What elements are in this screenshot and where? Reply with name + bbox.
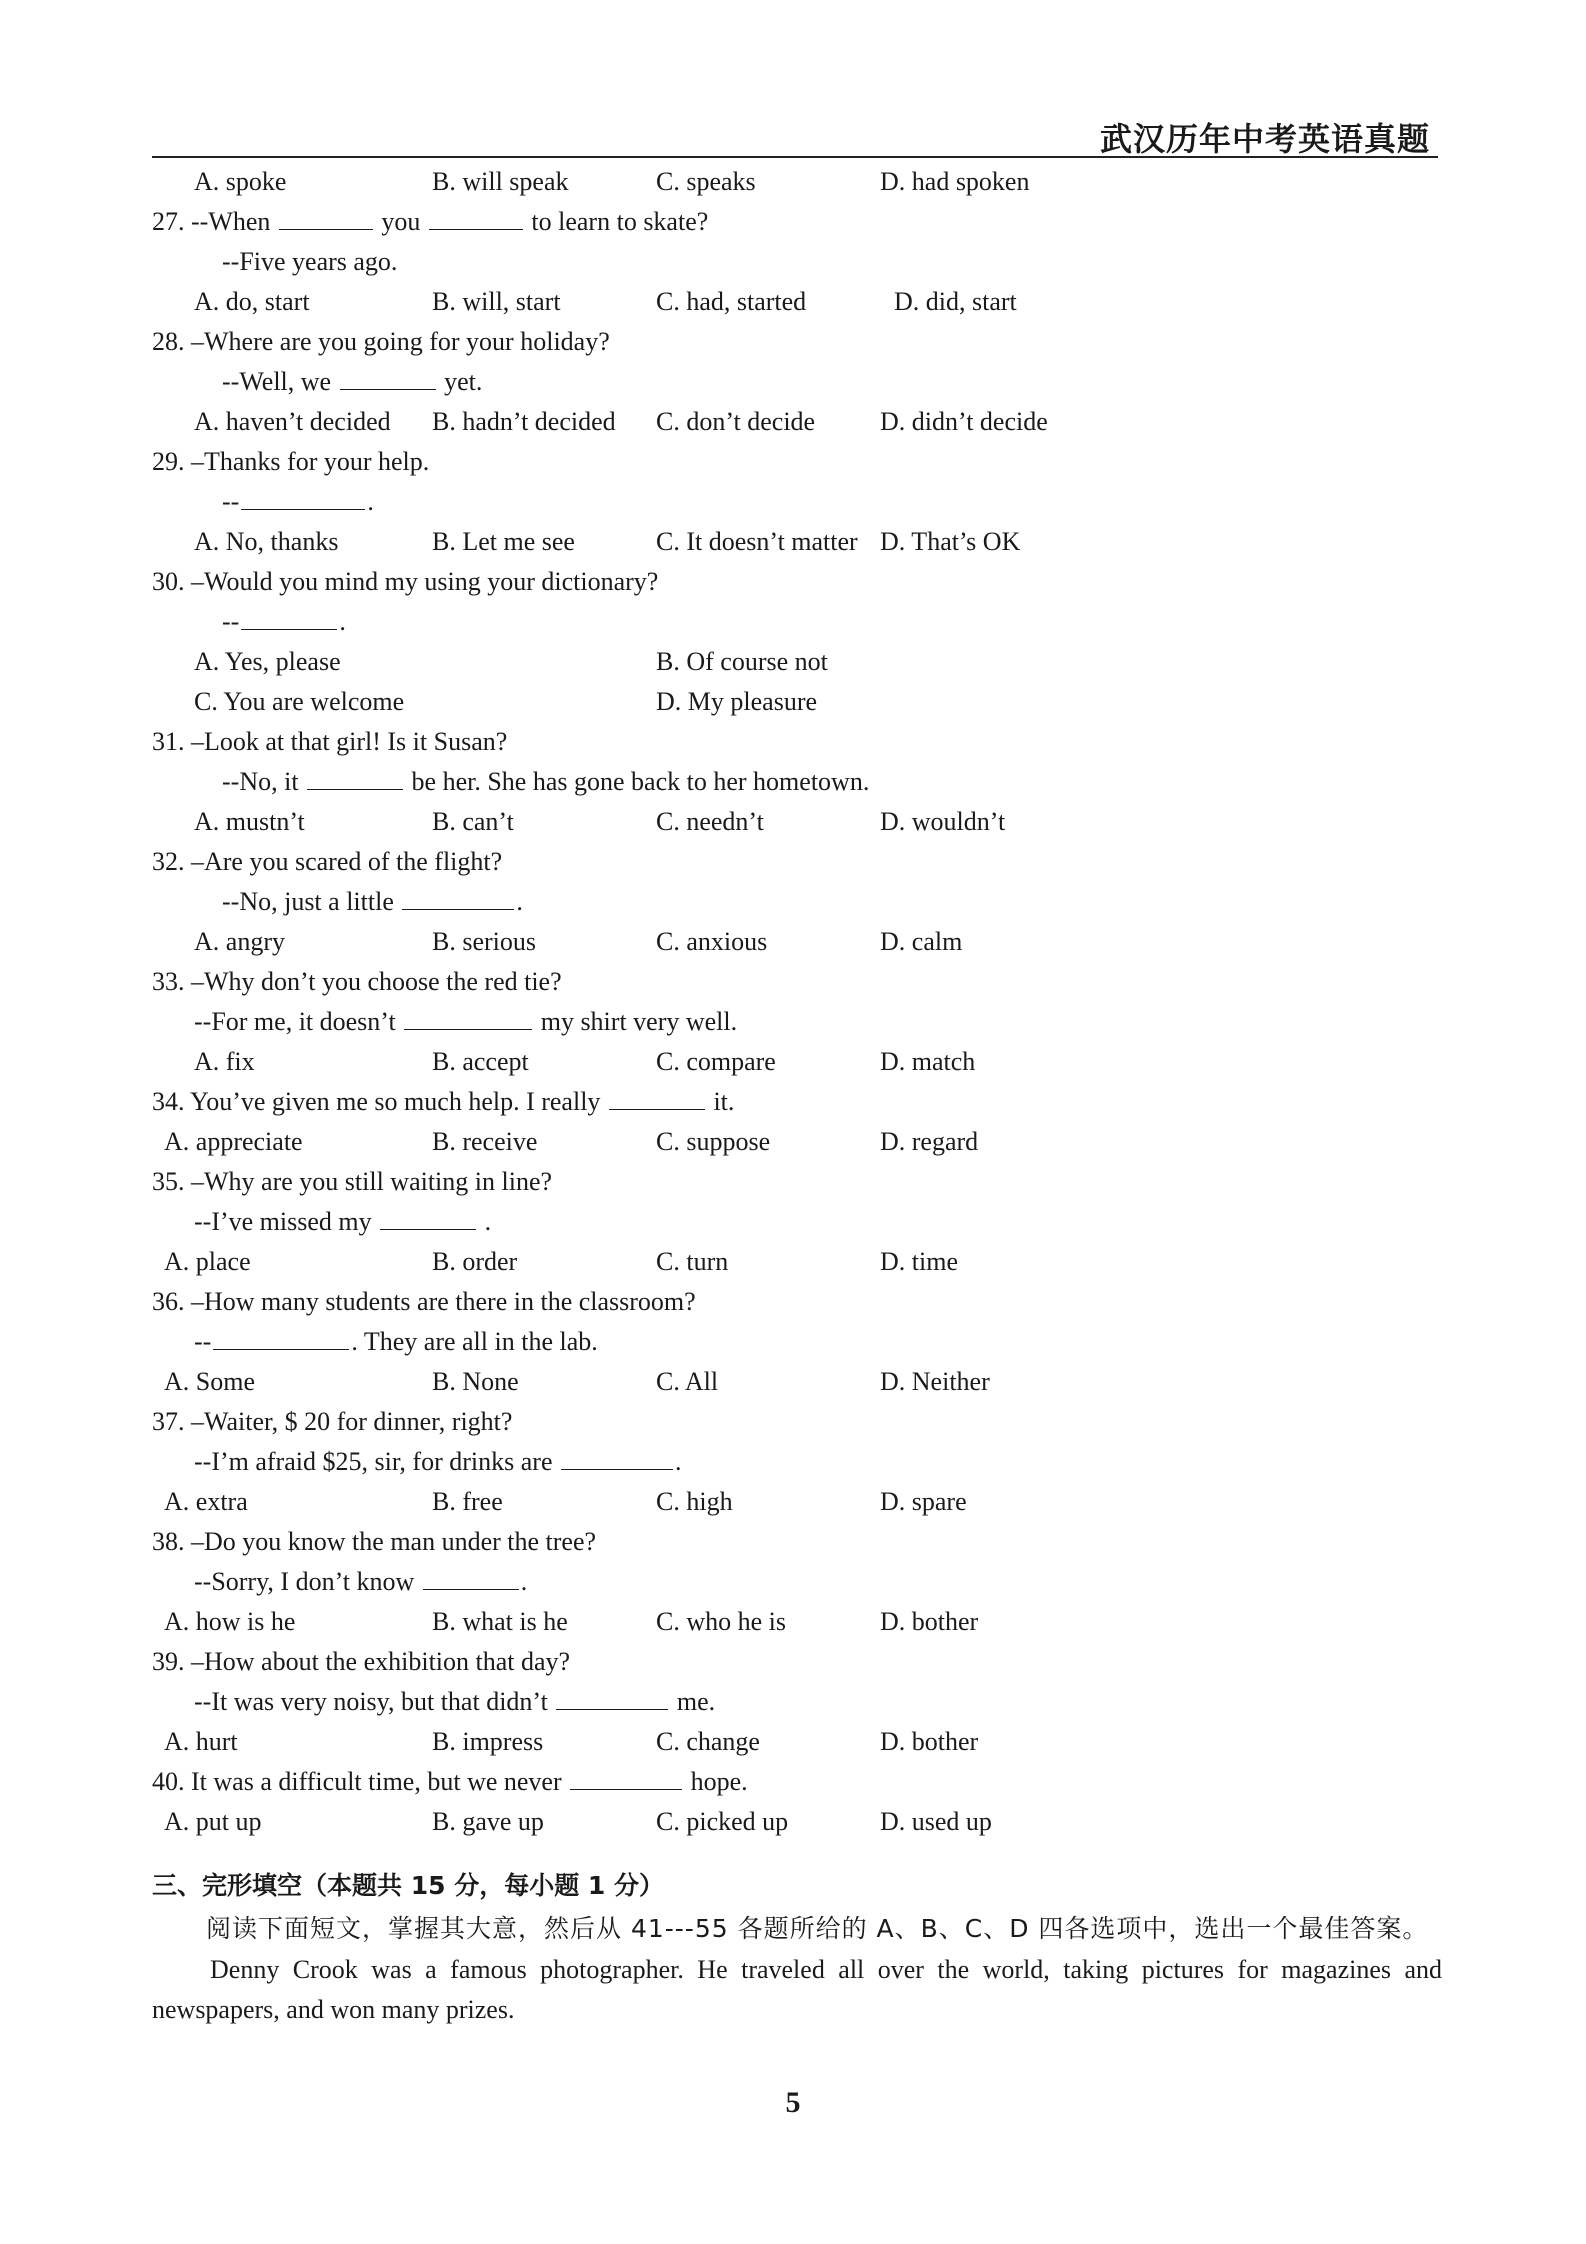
- reply-text: yet.: [444, 367, 483, 396]
- option-c: C. anxious: [656, 927, 768, 956]
- options-27: [152, 282, 1442, 322]
- option-d: D. didn’t decide: [880, 407, 1048, 436]
- option-a: A. angry: [194, 927, 285, 956]
- option-d: D. That’s OK: [880, 527, 1021, 556]
- options-30-row2: [152, 682, 1442, 722]
- answer-blank: [241, 603, 337, 630]
- question-35: 35. –Why are you still waiting in line?: [152, 1167, 553, 1196]
- reply-text: .: [367, 487, 374, 516]
- option-b: B. serious: [432, 927, 536, 956]
- option-d: D. My pleasure: [656, 687, 818, 716]
- option-c: C. needn’t: [656, 807, 764, 836]
- question-30: 30. –Would you mind my using your dictionary?: [152, 567, 659, 596]
- reply-text: --I’ve missed my: [194, 1207, 372, 1236]
- option-c: C. change: [656, 1727, 760, 1756]
- option-d: D. Neither: [880, 1367, 990, 1396]
- question-37-reply: [152, 1442, 1442, 1482]
- question-31-reply: [152, 762, 1442, 802]
- question-29: 29. –Thanks for your help.: [152, 447, 430, 476]
- option-a: A. No, thanks: [194, 527, 339, 556]
- question-33-reply: [152, 1002, 1442, 1042]
- option-d: D. used up: [880, 1807, 992, 1836]
- question-40: [152, 1762, 1442, 1802]
- option-b: B. impress: [432, 1727, 544, 1756]
- question-32: 32. –Are you scared of the flight?: [152, 847, 503, 876]
- question-stem: it.: [713, 1087, 735, 1116]
- options-37: [152, 1482, 1442, 1522]
- option-b: B. order: [432, 1247, 518, 1276]
- option-b: B. will speak: [432, 167, 569, 196]
- answer-blank: [241, 483, 365, 510]
- options-40: [152, 1802, 1442, 1842]
- option-c: C. It doesn’t matter: [656, 527, 858, 556]
- option-b: B. Let me see: [432, 527, 575, 556]
- option-a: A. hurt: [164, 1727, 238, 1756]
- options-36: [152, 1362, 1442, 1402]
- question-31: 31. –Look at that girl! Is it Susan?: [152, 727, 508, 756]
- question-38: 38. –Do you know the man under the tree?: [152, 1527, 597, 1556]
- question-stem: 27. --When: [152, 207, 271, 236]
- options-38: [152, 1602, 1442, 1642]
- reply-text: my shirt very well.: [540, 1007, 738, 1036]
- option-b: B. free: [432, 1487, 503, 1516]
- option-c: C. don’t decide: [656, 407, 816, 436]
- option-c: C. speaks: [656, 167, 756, 196]
- option-a: A. put up: [164, 1807, 262, 1836]
- passage-paragraph: Denny Crook was a famous photographer. He traveled all over the world, taking pictures for magazines and newspapers, and won many prizes.: [152, 1955, 1442, 2024]
- reply-text: .: [516, 887, 523, 916]
- options-31: [152, 802, 1442, 842]
- question-37: 37. –Waiter, $ 20 for dinner, right?: [152, 1407, 513, 1436]
- reply-text: .: [339, 607, 346, 636]
- option-a: A. place: [164, 1247, 251, 1276]
- question-stem: 34. You’ve given me so much help. I really: [152, 1087, 601, 1116]
- option-a: A. extra: [164, 1487, 248, 1516]
- question-33: 33. –Why don’t you choose the red tie?: [152, 967, 562, 996]
- answer-blank: [404, 1003, 532, 1030]
- options-33: [152, 1042, 1442, 1082]
- answer-blank: [556, 1683, 668, 1710]
- option-d: D. regard: [880, 1127, 979, 1156]
- option-a: A. appreciate: [164, 1127, 303, 1156]
- question-27-reply: --Five years ago.: [222, 247, 398, 276]
- options-34: [152, 1122, 1442, 1162]
- reply-text: --No, just a little: [222, 887, 394, 916]
- options-32: [152, 922, 1442, 962]
- answer-blank: [307, 763, 403, 790]
- answer-blank: [213, 1323, 349, 1350]
- option-b: B. can’t: [432, 807, 514, 836]
- option-d: D. had spoken: [880, 167, 1030, 196]
- option-c: C. picked up: [656, 1807, 789, 1836]
- option-a: A. Some: [164, 1367, 255, 1396]
- option-a: A. spoke: [194, 167, 287, 196]
- question-stem: hope.: [690, 1767, 748, 1796]
- reply-text: --: [194, 1327, 212, 1356]
- option-a: A. Yes, please: [194, 647, 341, 676]
- option-a: A. fix: [194, 1047, 255, 1076]
- option-b: B. gave up: [432, 1807, 544, 1836]
- question-27: [152, 202, 1442, 242]
- question-28: 28. –Where are you going for your holiday?: [152, 327, 610, 356]
- answer-blank: [609, 1083, 705, 1110]
- options-29: [152, 522, 1442, 562]
- question-29-reply: [152, 482, 1442, 522]
- reply-text: --Well, we: [222, 367, 332, 396]
- option-b: B. accept: [432, 1047, 529, 1076]
- option-b: B. receive: [432, 1127, 538, 1156]
- option-c: C. high: [656, 1487, 733, 1516]
- options-30-row1: [152, 642, 1442, 682]
- option-d: D. wouldn’t: [880, 807, 1006, 836]
- question-34: [152, 1082, 1442, 1122]
- option-a: A. do, start: [194, 287, 310, 316]
- option-d: D. spare: [880, 1487, 967, 1516]
- option-b: B. hadn’t decided: [432, 407, 616, 436]
- reply-text: .: [484, 1207, 492, 1236]
- question-stem: you: [381, 207, 421, 236]
- option-c: C. had, started: [656, 287, 807, 316]
- answer-blank: [402, 883, 514, 910]
- question-30-reply: [152, 602, 1442, 642]
- options-28: [152, 402, 1442, 442]
- reply-text: me.: [676, 1687, 716, 1716]
- section-instruction: 阅读下面短文，掌握其大意，然后从 41---55 各题所给的 A、B、C、D 四各选项中，选出一个最佳答案。: [206, 1914, 1429, 1943]
- reply-text: --: [222, 487, 240, 516]
- reply-text: --Sorry, I don’t know: [194, 1567, 415, 1596]
- reply-text: .: [520, 1567, 528, 1596]
- option-c: C. compare: [656, 1047, 776, 1076]
- answer-blank: [279, 203, 373, 230]
- option-c: C. who he is: [656, 1607, 786, 1636]
- reply-text: --No, it: [222, 767, 299, 796]
- option-b: B. will, start: [432, 287, 561, 316]
- option-d: D. bother: [880, 1727, 979, 1756]
- reply-text: .: [675, 1447, 682, 1476]
- answer-blank: [423, 1563, 519, 1590]
- question-list: [152, 162, 1442, 2030]
- answer-blank: [561, 1443, 673, 1470]
- reply-text: . They are all in the lab.: [351, 1327, 598, 1356]
- options-26: [152, 162, 1442, 202]
- option-b: B. Of course not: [656, 647, 828, 676]
- answer-blank: [429, 203, 523, 230]
- option-b: B. what is he: [432, 1607, 568, 1636]
- section-title: 三、完形填空（本题共 15 分，每小题 1 分）: [152, 1871, 665, 1900]
- question-36: 36. –How many students are there in the classroom?: [152, 1287, 696, 1316]
- option-b: B. None: [432, 1367, 519, 1396]
- reply-text: --For me, it doesn’t: [194, 1007, 396, 1036]
- answer-blank: [340, 363, 436, 390]
- reply-text: --I’m afraid $25, sir, for drinks are: [194, 1447, 553, 1476]
- reply-text: --It was very noisy, but that didn’t: [194, 1687, 548, 1716]
- question-32-reply: [152, 882, 1442, 922]
- question-39: 39. –How about the exhibition that day?: [152, 1647, 571, 1676]
- options-35: [152, 1242, 1442, 1282]
- question-stem: 40. It was a difficult time, but we never: [152, 1767, 562, 1796]
- question-39-reply: [152, 1682, 1442, 1722]
- question-35-reply: [152, 1202, 1442, 1242]
- answer-blank: [380, 1203, 476, 1230]
- option-c: C. suppose: [656, 1127, 771, 1156]
- option-d: D. match: [880, 1047, 976, 1076]
- question-28-reply: [152, 362, 1442, 402]
- option-a: A. how is he: [164, 1607, 296, 1636]
- answer-blank: [570, 1763, 682, 1790]
- option-a: A. mustn’t: [194, 807, 305, 836]
- page-number: 5: [785, 2086, 801, 2119]
- option-c: C. You are welcome: [194, 687, 405, 716]
- header-title: 武汉历年中考英语真题: [1099, 120, 1430, 158]
- question-stem: to learn to skate?: [531, 207, 709, 236]
- option-c: C. turn: [656, 1247, 729, 1276]
- option-d: D. calm: [880, 927, 963, 956]
- option-c: C. All: [656, 1367, 719, 1396]
- option-d: D. time: [880, 1247, 958, 1276]
- options-39: [152, 1722, 1442, 1762]
- question-36-reply: [152, 1322, 1442, 1362]
- reply-text: be her. She has gone back to her hometown.: [411, 767, 870, 796]
- option-a: A. haven’t decided: [194, 407, 391, 436]
- question-38-reply: [152, 1562, 1442, 1602]
- page-header: [152, 112, 1438, 158]
- option-d: D. did, start: [894, 287, 1017, 316]
- reply-text: --: [222, 607, 240, 636]
- option-d: D. bother: [880, 1607, 979, 1636]
